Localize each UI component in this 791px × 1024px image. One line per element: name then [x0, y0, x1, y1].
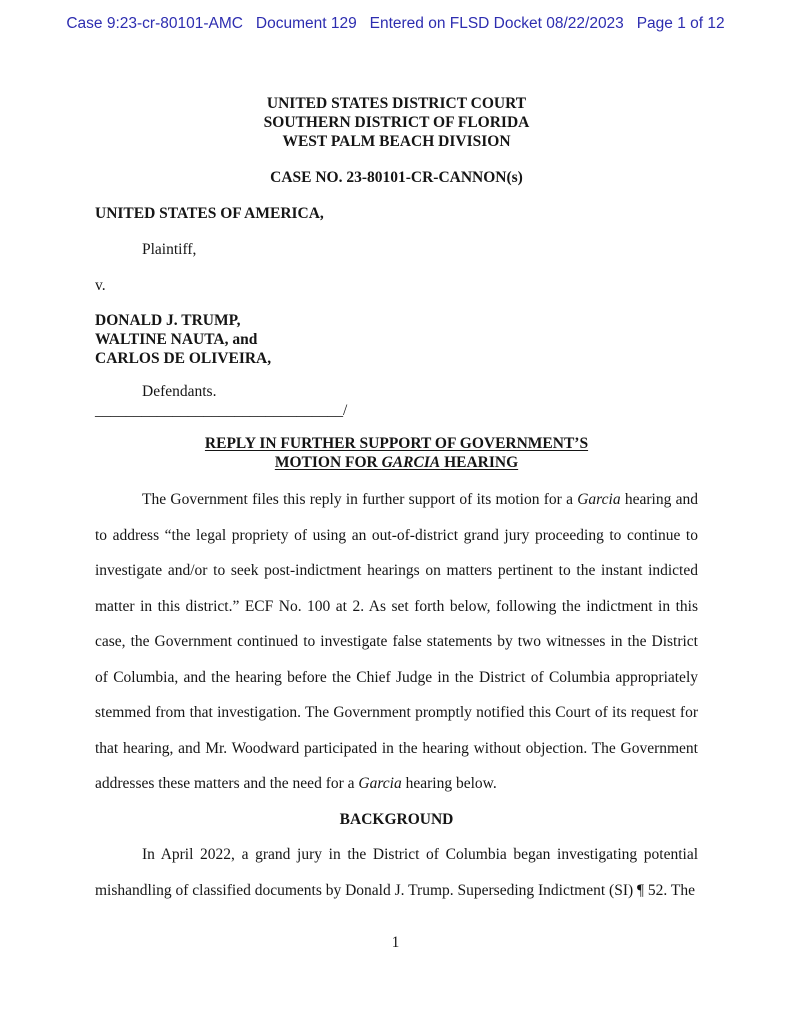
paragraph-background: In April 2022, a grand jury in the District of Columbia began investigating potential mishandling of classified documents by Donald J. Trump. Superseding Indictment (SI) ¶ 52. The: [95, 846, 698, 899]
court-heading: [95, 94, 698, 151]
defendant-1: DONALD J. TRUMP,: [95, 312, 241, 329]
defendants-role: Defendants.: [142, 383, 217, 400]
court-name: UNITED STATES DISTRICT COURT: [266, 95, 527, 112]
page-number: 1: [391, 934, 400, 951]
court-division: WEST PALM BEACH DIVISION: [282, 133, 511, 150]
defendant-3: CARLOS DE OLIVEIRA,: [95, 350, 272, 367]
case-caption: [95, 204, 698, 420]
background-section-heading: BACKGROUND: [339, 810, 454, 828]
paragraph-introduction: The Government files this reply in further support of its motion for a Garcia hearing and to address “the legal propriety of using an out-of-district grand jury proceeding to continue to investigate and/or to seek post-indictment hearings on matters pertinent to the instant indicted matter in this district.” ECF No. 100 at 2. As set forth below, following the indictment in this case, the Government continued to investigate false statements by two witnesses in the District of Columbia, and the hearing before the Chief Judge in the District of Columbia appropriately stemmed from that investigation. The Government promptly notified this Court of its request for that hearing, and Mr. Woodward participated in the hearing without objection. The Government addresses these matters and the need for a Garcia hearing below.: [95, 491, 698, 792]
case-number: CASE NO. 23-80101-CR-CANNON(s): [270, 169, 523, 186]
defendant-2: WALTINE NAUTA, and: [95, 331, 258, 348]
versus-label: v.: [95, 277, 106, 294]
plaintiff-role: Plaintiff,: [142, 241, 197, 258]
document-title: [95, 434, 698, 472]
defendant-names: [95, 311, 698, 368]
plaintiff-name: UNITED STATES OF AMERICA,: [95, 205, 324, 222]
court-district: SOUTHERN DISTRICT OF FLORIDA: [263, 114, 530, 131]
docket-stamp-header: Case 9:23-cr-80101-AMC Document 129 Entered on FLSD Docket 08/22/2023 Page 1 of 12: [66, 15, 725, 32]
document-title-line-1: REPLY IN FURTHER SUPPORT OF GOVERNMENT’S: [204, 435, 589, 452]
caption-separator-line: ________________________________/: [95, 402, 348, 419]
document-title-line-2: MOTION FOR GARCIA HEARING: [274, 454, 519, 471]
